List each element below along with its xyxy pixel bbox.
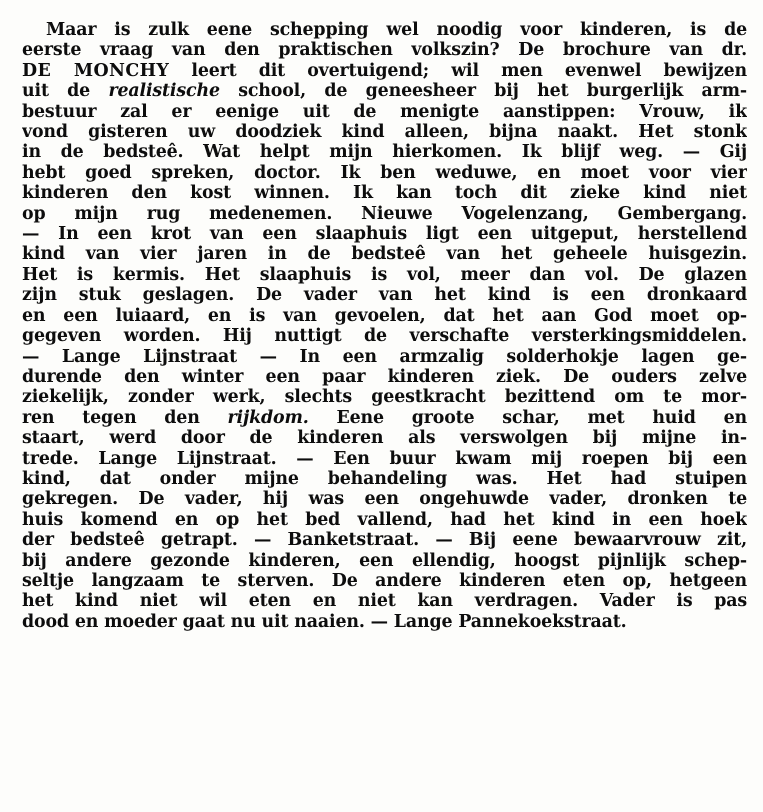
text-run: op mijn rug medenemen. Nieuwe Vogelenzang, Gembergang. [22, 203, 747, 224]
text-line [22, 347, 747, 367]
text-run: in de bedsteê. Wat helpt mijn hierkomen. Ik blijf weg. — Gij [22, 142, 747, 163]
text-run: staart, werd door de kinderen als verswolgen bij mijne in- [22, 428, 747, 449]
text-line [22, 122, 747, 142]
text-run: kind, dat onder mijne behandeling was. Het had stuipen [22, 468, 747, 489]
text-run: bij andere gezonde kinderen, een ellendig, hoogst pijnlijk schep- [22, 550, 747, 571]
text-line [22, 163, 747, 183]
text-run: school, de geneesheer bij het burgerlijk arm- [219, 81, 747, 102]
text-run: Eene groote schar, met huid en [308, 407, 747, 428]
text-line [22, 489, 747, 509]
text-line [22, 224, 747, 244]
text-line [22, 571, 747, 591]
text-run: gekregen. De vader, hij was een ongehuwde vader, dronken te [22, 489, 747, 510]
text-run: bestuur zal er eenige uit de menigte aanstippen: Vrouw, ik [22, 101, 747, 122]
text-run: het kind niet wil eten en niet kan verdragen. Vader is pas [22, 591, 747, 612]
text-run: hebt goed spreken, doctor. Ik ben weduwe, en moet voor vier [22, 162, 747, 183]
text-line [22, 551, 747, 571]
cut-off-top-line [32, 6, 747, 18]
text-line [22, 449, 747, 469]
text-line [22, 612, 747, 632]
text-run: durende den winter een paar kinderen ziek. De ouders zelve [22, 366, 747, 387]
text-line [22, 61, 747, 81]
text-run: der bedsteê getrapt. — Banketstraat. — Bij eene bewaarvrouw zit, [22, 530, 747, 551]
text-line [22, 306, 747, 326]
article-column [22, 20, 747, 632]
text-run: — In een krot van een slaaphuis ligt een uitgeput, herstellend [22, 224, 747, 245]
text-line [22, 142, 747, 162]
text-run: Het is kermis. Het slaaphuis is vol, meer dan vol. De glazen [22, 264, 747, 285]
text-line [22, 204, 747, 224]
text-line [22, 81, 747, 101]
text-line [22, 367, 747, 387]
text-line [22, 469, 747, 489]
text-line [22, 102, 747, 122]
text-line [22, 183, 747, 203]
text-run: trede. Lange Lijnstraat. — Een buur kwam mij roepen bij een [22, 448, 747, 469]
text-line [22, 40, 747, 60]
small-caps-name: DE MONCHY [22, 60, 170, 81]
text-line [22, 591, 747, 611]
text-line [22, 285, 747, 305]
text-run: leert dit overtuigend; wil men evenwel bewijzen [169, 60, 747, 81]
text-run: eerste vraag van den praktischen volkszin? De brochure van dr. [22, 40, 747, 61]
text-line [22, 510, 747, 530]
text-line [22, 530, 747, 550]
text-line [22, 326, 747, 346]
text-run: gegeven worden. Hij nuttigt de verschafte versterkingsmiddelen. [22, 326, 747, 347]
text-run: zijn stuk geslagen. De vader van het kind is een dronkaard [22, 285, 747, 306]
text-line [22, 408, 747, 428]
text-run: ziekelijk, zonder werk, slechts geestkracht bezittend om te mor- [22, 387, 747, 408]
text-line [22, 387, 747, 407]
text-line [22, 265, 747, 285]
text-run: ren tegen den [22, 407, 228, 428]
text-run: huis komend en op het bed vallend, had het kind in een hoek [22, 509, 747, 530]
text-run: vond gisteren uw doodziek kind alleen, bijna naakt. Het stonk [22, 122, 747, 143]
text-run: dood en moeder gaat nu uit naaien. — Lange Pannekoekstraat. [22, 611, 627, 632]
text-line [22, 20, 747, 40]
text-line [22, 428, 747, 448]
text-line [22, 244, 747, 264]
italic-text: rijkdom. [227, 407, 309, 428]
text-run: Maar is zulk eene schepping wel noodig voor kinderen, is de [46, 20, 747, 40]
text-run: seltje langzaam te sterven. De andere kinderen eten op, hetgeen [22, 570, 747, 591]
text-run: kinderen den kost winnen. Ik kan toch dit zieke kind niet [22, 183, 747, 204]
italic-text: realistische [108, 81, 220, 102]
text-run: en een luiaard, en is van gevoelen, dat het aan God moet op- [22, 305, 747, 326]
text-run: — Lange Lijnstraat — In een armzalig solderhokje lagen ge- [22, 346, 747, 367]
text-run: uit de [22, 81, 109, 102]
text-run: kind van vier jaren in de bedsteê van het geheele huisgezin. [22, 244, 747, 265]
